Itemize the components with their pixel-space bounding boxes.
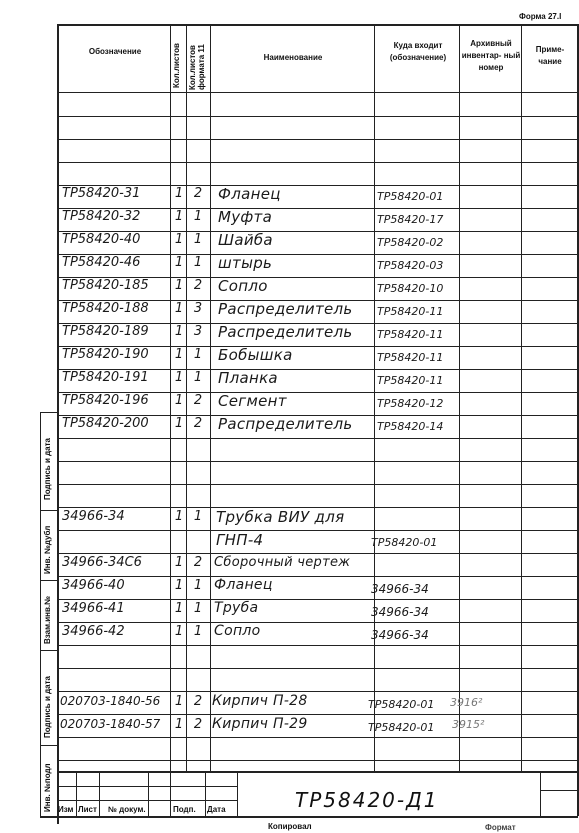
designation-cell: ТР58420-40: [62, 232, 141, 247]
designation-cell: ТР58420-200: [62, 416, 149, 431]
where-cell: 34966-34: [371, 582, 429, 596]
where-cell: ТР58420-03: [377, 259, 444, 272]
qty-format-cell: 2: [193, 717, 203, 732]
designation-cell: 34966-42: [62, 624, 125, 639]
qty-format-cell: 1: [193, 232, 203, 247]
col-sep-4: [374, 24, 375, 771]
qty-cell: 1: [174, 324, 184, 339]
designation-cell: 020703-1840-56: [60, 694, 161, 708]
header-where-used: Куда входит (обозначение): [389, 41, 447, 62]
document-code: ТР58420-Д1: [295, 788, 439, 812]
row-line: [57, 714, 578, 715]
qty-format-cell: 1: [193, 347, 203, 362]
row-line: [57, 645, 578, 646]
designation-cell: 34966-40: [62, 578, 125, 593]
name-cell: Распределитель: [218, 300, 353, 318]
qty-cell: 1: [174, 717, 184, 732]
designation-cell: ТР58420-191: [62, 370, 149, 385]
where-cell: 34966-34: [371, 628, 429, 642]
name-cell: Планка: [218, 369, 278, 387]
qty-format-cell: 2: [193, 393, 203, 408]
row-line: [57, 622, 578, 623]
title-col-5: [205, 771, 206, 816]
row-line: [57, 162, 578, 163]
designation-cell: ТР58420-189: [62, 324, 149, 339]
row-line: [57, 691, 578, 692]
qty-format-cell: 3: [193, 301, 203, 316]
qty-format-cell: 1: [193, 509, 203, 524]
row-line: [57, 438, 578, 439]
designation-cell: ТР58420-46: [62, 255, 141, 270]
row-line: [57, 139, 578, 140]
designation-cell: 34966-41: [62, 601, 125, 616]
row-line: [57, 760, 578, 761]
title-block-row-1: [57, 786, 237, 787]
name-cell: Сопло: [218, 277, 268, 295]
designation-cell: ТР58420-185: [62, 278, 149, 293]
title-col-6: [237, 771, 238, 816]
qty-format-cell: 1: [193, 370, 203, 385]
title-doc-no: № докум.: [108, 805, 146, 814]
designation-cell: 34966-34: [62, 509, 125, 524]
name-cell: Распределитель: [218, 323, 353, 341]
side-label-inv-podl: Инв. №подл: [43, 763, 52, 812]
designation-cell: ТР58420-188: [62, 301, 149, 316]
side-label-sig-date-1: Подпись и дата: [43, 438, 52, 500]
side-label-inv-dubl: Инв. №дубл: [43, 525, 52, 574]
qty-cell: 1: [174, 624, 184, 639]
qty-cell: 1: [174, 509, 184, 524]
qty-cell: 1: [174, 232, 184, 247]
title-podp: Подп.: [173, 805, 196, 814]
where-cell: ТР58420-10: [377, 282, 444, 295]
name-cell: Кирпич П-28: [212, 693, 308, 709]
qty-cell: 1: [174, 601, 184, 616]
where-cell: ТР58420-11: [377, 305, 444, 318]
name-cell: Кирпич П-29: [212, 716, 308, 732]
where-cell: ТР58420-01: [368, 698, 435, 711]
where-cell: ТР58420-01: [371, 536, 438, 549]
title-block-top: [57, 771, 578, 773]
col-sep-5: [459, 24, 460, 771]
header-designation: Обозначение: [88, 47, 142, 56]
name-cell: штырь: [218, 254, 273, 272]
archive-cell: 3916²: [450, 696, 483, 709]
qty-cell: 1: [174, 347, 184, 362]
designation-cell: ТР58420-196: [62, 393, 149, 408]
name-cell: Муфта: [218, 208, 273, 226]
form-label: Форма 27.I: [519, 12, 562, 21]
row-line: [57, 576, 578, 577]
col-sep-1: [170, 24, 171, 771]
designation-cell: ТР58420-31: [62, 186, 141, 201]
title-col-2: [99, 771, 100, 816]
side-strip-left: [40, 412, 41, 817]
title-data: Дата: [207, 805, 226, 814]
name-cell: Сборочный чертеж: [214, 555, 351, 570]
qty-format-cell: 2: [193, 416, 203, 431]
header-qty-sheets: Кол.листов: [172, 43, 181, 88]
row-line: [57, 116, 578, 117]
qty-cell: 1: [174, 555, 184, 570]
row-line: [57, 737, 578, 738]
row-line: [57, 530, 578, 531]
header-qty-format: Кол.листов формата 11: [188, 44, 206, 90]
where-cell: ТР58420-02: [377, 236, 444, 249]
name-cell: Сопло: [214, 623, 261, 639]
header-archive: Архивный инвентар- ный номер: [461, 39, 521, 72]
name-cell: ГНП-4: [216, 531, 264, 549]
where-cell: 34966-34: [371, 605, 429, 619]
designation-cell: ТР58420-190: [62, 347, 149, 362]
title-izm: Изм: [58, 805, 74, 814]
frame-left: [57, 24, 59, 824]
row-line: [57, 553, 578, 554]
side-strip-top: [40, 412, 57, 413]
where-cell: ТР58420-12: [377, 397, 444, 410]
title-list: Лист: [78, 805, 97, 814]
qty-cell: 1: [174, 578, 184, 593]
format-label: Формат: [485, 823, 516, 832]
title-sheet-sep: [540, 790, 577, 791]
name-cell: Шайба: [218, 231, 273, 249]
qty-cell: 1: [174, 255, 184, 270]
side-sep-1: [40, 510, 57, 511]
qty-format-cell: 2: [193, 186, 203, 201]
frame-right: [577, 24, 579, 816]
qty-cell: 1: [174, 278, 184, 293]
qty-format-cell: 1: [193, 578, 203, 593]
row-line: [57, 461, 578, 462]
side-label-sig-date-2: Подпись и дата: [43, 676, 52, 738]
designation-cell: ТР58420-32: [62, 209, 141, 224]
title-block-row-2: [57, 800, 237, 801]
side-label-vzam-inv: Взам.инв.№: [43, 595, 52, 644]
header-name: Наименование: [263, 53, 323, 62]
row-line: [57, 484, 578, 485]
qty-format-cell: 1: [193, 624, 203, 639]
qty-cell: 1: [174, 416, 184, 431]
name-cell: Бобышка: [218, 346, 293, 364]
side-sep-4: [40, 745, 57, 746]
row-line: [57, 668, 578, 669]
designation-cell: 020703-1840-57: [60, 717, 161, 731]
name-cell: Фланец: [214, 577, 273, 593]
frame-top: [57, 24, 578, 26]
col-sep-6: [521, 24, 522, 771]
designation-cell: 34966-34С6: [62, 555, 142, 570]
title-col-3: [148, 771, 149, 816]
qty-format-cell: 1: [193, 601, 203, 616]
where-cell: ТР58420-11: [377, 351, 444, 364]
col-sep-3: [210, 24, 211, 771]
header-bottom: [57, 92, 578, 93]
name-cell: Сегмент: [218, 392, 287, 410]
qty-cell: 1: [174, 186, 184, 201]
kopiroval-label: Копировал: [268, 822, 312, 831]
qty-format-cell: 3: [193, 324, 203, 339]
col-sep-2: [186, 24, 187, 771]
side-sep-2: [40, 580, 57, 581]
archive-cell: 3915²: [452, 718, 485, 731]
where-cell: ТР58420-11: [377, 328, 444, 341]
title-col-sheet: [540, 771, 541, 816]
name-cell: Распределитель: [218, 415, 353, 433]
title-col-4: [170, 771, 171, 816]
where-cell: ТР58420-01: [368, 721, 435, 734]
title-col-1: [76, 771, 77, 816]
qty-format-cell: 2: [193, 694, 203, 709]
row-line: [57, 599, 578, 600]
header-note: Приме- чание: [535, 45, 565, 66]
where-cell: ТР58420-17: [377, 213, 444, 226]
qty-format-cell: 1: [193, 255, 203, 270]
qty-format-cell: 2: [193, 278, 203, 293]
qty-cell: 1: [174, 301, 184, 316]
where-cell: ТР58420-11: [377, 374, 444, 387]
name-cell: Трубка ВИУ для: [216, 508, 345, 526]
qty-format-cell: 1: [193, 209, 203, 224]
qty-cell: 1: [174, 393, 184, 408]
frame-bottom: [40, 816, 578, 818]
side-sep-3: [40, 650, 57, 651]
qty-cell: 1: [174, 370, 184, 385]
qty-cell: 1: [174, 694, 184, 709]
qty-cell: 1: [174, 209, 184, 224]
qty-format-cell: 2: [193, 555, 203, 570]
where-cell: ТР58420-01: [377, 190, 444, 203]
where-cell: ТР58420-14: [377, 420, 444, 433]
name-cell: Труба: [214, 600, 259, 616]
name-cell: Фланец: [218, 185, 281, 203]
